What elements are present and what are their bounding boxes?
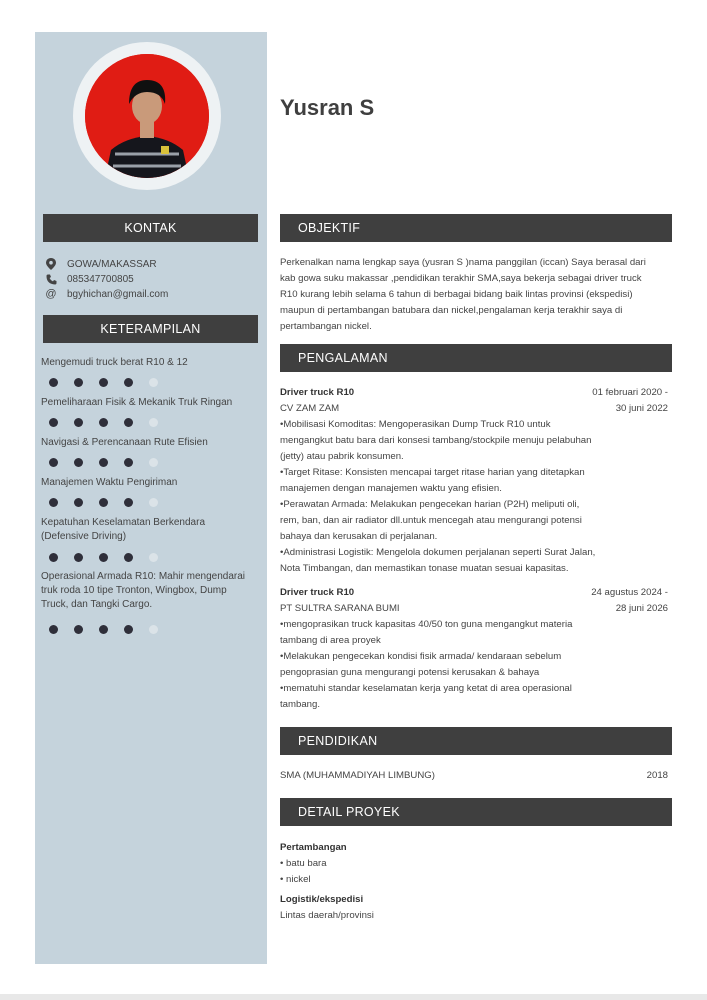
skill-label: Mengemudi truck berat R10 & 12	[41, 357, 188, 368]
contact-section-title: KONTAK	[43, 214, 258, 242]
skill-label: Manajemen Waktu Pengiriman	[41, 477, 178, 488]
contact-email	[45, 288, 168, 300]
rating-dot-filled	[74, 553, 83, 562]
rating-dot-filled	[99, 625, 108, 634]
skill-rating	[49, 378, 174, 387]
project-item: Lintas daerah/provinsi	[280, 910, 374, 921]
education-section-title: PENDIDIKAN	[280, 727, 672, 755]
job-line: tambang.	[280, 699, 321, 710]
rating-dot-filled	[74, 418, 83, 427]
rating-dot-filled	[74, 625, 83, 634]
skill-rating	[49, 458, 174, 467]
rating-dot-filled	[99, 378, 108, 387]
contact-phone-text: 085347700805	[67, 273, 134, 285]
job-line: •mengoprasikan truck kapasitas 40/50 ton guna mengangkut materia	[280, 619, 573, 630]
job-line: (jetty) atau pabrik konsumen.	[280, 451, 404, 462]
job-subheader	[280, 403, 668, 414]
objective-section-title: OBJEKTIF	[280, 214, 672, 242]
education-school: SMA (MUHAMMADIYAH LIMBUNG)	[280, 770, 435, 781]
job-company: PT SULTRA SARANA BUMI	[280, 603, 400, 614]
objective-text	[280, 255, 668, 335]
rating-dot-filled	[49, 378, 58, 387]
job-header	[280, 587, 668, 598]
skill-rating	[49, 553, 174, 562]
skills-section-title: KETERAMPILAN	[43, 315, 258, 343]
contact-email-text: bgyhichan@gmail.com	[67, 288, 169, 300]
at-sign-icon: @	[45, 288, 57, 300]
job-line: •Melakukan pengecekan kondisi fisik armada/ kendaraan sebelum	[280, 651, 562, 662]
rating-dot-filled	[99, 418, 108, 427]
skill-label: Pemeliharaan Fisik & Mekanik Truk Ringan	[41, 397, 233, 408]
job-date-end: 28 juni 2026	[615, 603, 668, 614]
rating-dot-empty	[149, 625, 158, 634]
rating-dot-filled	[74, 378, 83, 387]
rating-dot-filled	[124, 378, 133, 387]
project-item: • batu bara	[280, 858, 327, 869]
profile-name: Yusran S	[280, 95, 375, 120]
projects-list	[280, 840, 668, 924]
rating-dot-filled	[49, 498, 58, 507]
rating-dot-filled	[49, 625, 58, 634]
job-date-start: 24 agustus 2024 -	[591, 587, 668, 598]
objective-line: Perkenalkan nama lengkap saya (yusran S )nama panggilan (iccan) Saya berasal dari	[280, 257, 646, 268]
project-item: • nickel	[280, 874, 311, 885]
rating-dot-filled	[99, 498, 108, 507]
job-line: rem, ban, dan air radiator dll.untuk mencegah atau mengurangi potensi	[280, 515, 582, 526]
rating-dot-empty	[149, 458, 158, 467]
job-line: Nota Timbangan, dan memastikan tonase muatan sesuai kapasitas.	[280, 563, 569, 574]
job-line: •mematuhi standar keselamatan kerja yang ketat di area operasional	[280, 683, 572, 694]
job-line: pengoprasian guna mengurangi potensi kerusakan & bahaya	[280, 667, 540, 678]
rating-dot-filled	[124, 625, 133, 634]
rating-dot-filled	[49, 458, 58, 467]
location-pin-icon	[45, 258, 57, 270]
job-line: •Administrasi Logistik: Mengelola dokumen perjalanan seperti Surat Jalan,	[280, 547, 596, 558]
education-entry	[280, 770, 668, 781]
skill-label: Kepatuhan Keselamatan Berkendara (Defensive Driving)	[41, 517, 206, 542]
objective-line: R10 kurang lebih selama 6 tahun di berbagai bidang baik lintas provinsi (ekspedisi)	[280, 289, 633, 300]
job-line: manajemen dengan manajemen waktu yang efisien.	[280, 483, 502, 494]
avatar-frame	[73, 42, 221, 190]
job-line: •Mobilisasi Komoditas: Mengoperasikan Dump Truck R10 untuk	[280, 419, 551, 430]
education-year: 2018	[646, 770, 668, 781]
sidebar	[35, 32, 267, 964]
job-role: Driver truck R10	[280, 387, 355, 398]
job-line: •Perawatan Armada: Melakukan pengecekan harian (P2H) meliputi oli,	[280, 499, 580, 510]
job-date-end: 30 juni 2022	[615, 403, 668, 414]
projects-section-title: DETAIL PROYEK	[280, 798, 672, 826]
job-line: bahaya dan kerusakan di perjalanan.	[280, 531, 438, 542]
rating-dot-filled	[124, 553, 133, 562]
skill-rating	[49, 498, 174, 507]
job-subheader	[280, 603, 668, 614]
objective-line: maupun di pertambangan batubara dan nickel,pengalaman kerja terakhir saya di	[280, 305, 623, 316]
objective-line: kab gowa suku makassar ,pendidikan terakhir SMA,saya bekerja sebagai driver truck	[280, 273, 642, 284]
job-line: mengangkut batu bara dari konsesi tambang/stockpile menuju pelabuhan	[280, 435, 592, 446]
job-description	[280, 617, 668, 713]
job-header	[280, 387, 668, 398]
rating-dot-filled	[99, 553, 108, 562]
skill-rating	[49, 418, 174, 427]
avatar	[85, 54, 209, 178]
rating-dot-empty	[149, 553, 158, 562]
contact-location-text: GOWA/MAKASSAR	[67, 258, 157, 270]
rating-dot-empty	[149, 378, 158, 387]
phone-icon	[45, 273, 57, 285]
project-group-heading: Pertambangan	[280, 842, 347, 853]
experience-section-title: PENGALAMAN	[280, 344, 672, 372]
skill-rating	[49, 625, 174, 634]
rating-dot-filled	[74, 458, 83, 467]
rating-dot-filled	[124, 418, 133, 427]
skill-label: Navigasi & Perencanaan Rute Efisien	[41, 437, 208, 448]
rating-dot-empty	[149, 418, 158, 427]
rating-dot-filled	[124, 458, 133, 467]
rating-dot-filled	[99, 458, 108, 467]
project-group-heading: Logistik/ekspedisi	[280, 894, 364, 905]
job-date-start: 01 februari 2020 -	[592, 387, 668, 398]
rating-dot-empty	[149, 498, 158, 507]
page-bottom-edge	[0, 994, 707, 1000]
job-role: Driver truck R10	[280, 587, 355, 598]
contact-phone	[45, 273, 134, 285]
rating-dot-filled	[124, 498, 133, 507]
job-company: CV ZAM ZAM	[280, 403, 340, 414]
rating-dot-filled	[74, 498, 83, 507]
person-photo-icon	[85, 54, 209, 178]
rating-dot-filled	[49, 418, 58, 427]
rating-dot-filled	[49, 553, 58, 562]
skill-label: Operasional Armada R10: Mahir mengendarai truk roda 10 tipe Tronton, Wingbox, Dump Truck, dan Tangki Cargo.	[41, 571, 245, 610]
job-line: tambang di area proyek	[280, 635, 381, 646]
objective-line: pertambangan nickel.	[280, 321, 372, 332]
contact-location	[45, 258, 157, 270]
job-line: •Target Ritase: Konsisten mencapai target ritase harian yang ditetapkan	[280, 467, 585, 478]
job-description	[280, 417, 668, 577]
